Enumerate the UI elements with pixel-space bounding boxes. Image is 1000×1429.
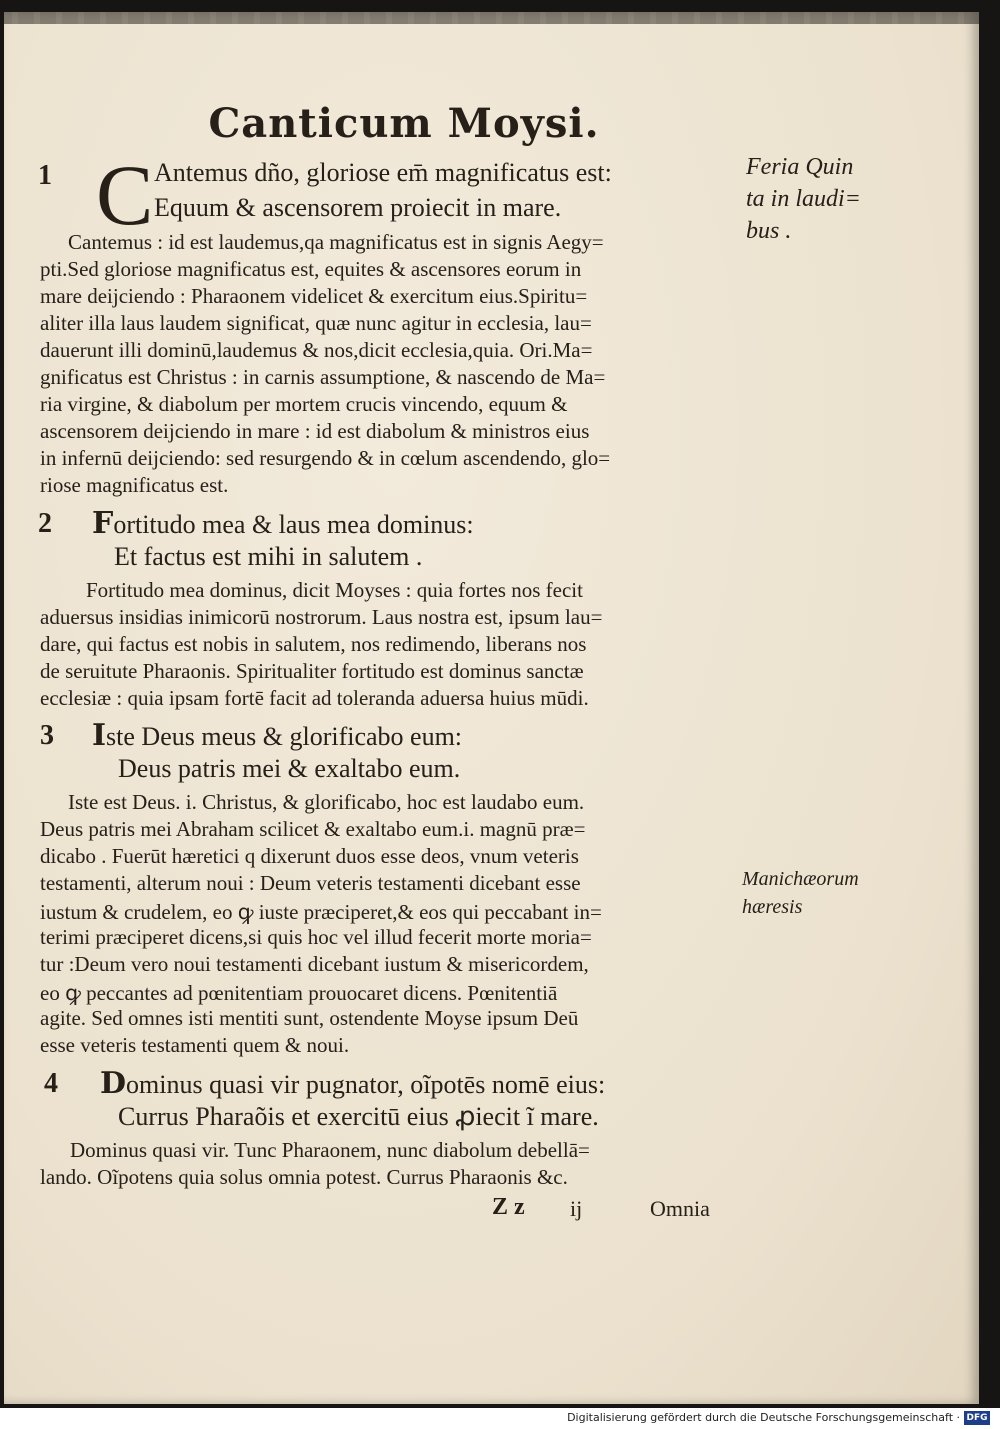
drop-capital: C	[96, 147, 154, 243]
verse-line: Antemus dño, gloriose em̄ magnificatus est:	[154, 158, 612, 187]
verse-capital: F	[92, 506, 114, 541]
commentary-line: ria virgine, & diabolum per mortem crucis vincendo, equum &	[40, 392, 568, 416]
commentary-line: pti.Sed gloriose magnificatus est, equites & ascensores eorum in	[40, 257, 582, 281]
verse-line	[100, 1066, 605, 1101]
verse-text: ominus quasi vir pugnator, oĩpotēs nomē eius:	[126, 1070, 606, 1099]
margin-note: hæresis	[742, 896, 803, 918]
commentary-line: riose magnificatus est.	[40, 473, 229, 497]
commentary-line: aduersus insidias inimicorū nostrorum. Laus nostra est, ipsum lau=	[40, 605, 603, 629]
commentary-line: dicabo . Fuerūt hæretici q dixerunt duos esse deos, vnum veteris	[40, 844, 579, 868]
margin-note: Manichæorum	[742, 868, 859, 890]
verse-text: ortitudo mea & laus mea dominus:	[113, 510, 474, 539]
commentary-line: gnificatus est Christus : in carnis assumptione, & nascendo de Ma=	[40, 365, 606, 389]
commentary-line: Cantemus : id est laudemus,qa magnificatus est in signis Aegy=	[68, 230, 604, 254]
verse-capital: D	[100, 1066, 127, 1101]
commentary-line: mare deijciendo : Pharaonem videlicet & exercitum eius.Spiritu=	[40, 284, 588, 308]
torn-top-edge	[4, 12, 979, 24]
commentary-line: ascensorem deijciendo in mare : id est diabolum & ministros eius	[40, 419, 590, 443]
margin-note: bus .	[746, 218, 792, 244]
catchword: Omnia	[650, 1196, 710, 1221]
commentary-line: aliter illa laus laudem significat, quæ nunc agitur in ecclesia, lau=	[40, 311, 592, 335]
verse-line	[92, 718, 462, 753]
book-page	[4, 12, 979, 1404]
verse-text: ste Deus meus & glorificabo eum:	[106, 722, 463, 751]
verse-number: 1	[38, 160, 52, 191]
commentary-line: lando. Oĩpotens quia solus omnia potest. Currus Pharaonis &c.	[40, 1165, 568, 1189]
funding-credit: Digitalisierung gefördert durch die Deutsche Forschungsgemeinschaft ·	[567, 1411, 960, 1424]
verse-number: 4	[44, 1068, 58, 1099]
commentary-line: esse veteris testamenti quem & noui.	[40, 1033, 350, 1057]
commentary-line: testamenti, alterum noui : Deum veteris testamenti dicebant esse	[40, 871, 581, 895]
dfg-logo: DFG	[964, 1411, 990, 1425]
verse-line	[92, 506, 474, 541]
verse-line: Deus patris mei & exaltabo eum.	[118, 754, 461, 783]
commentary-line: agite. Sed omnes isti mentiti sunt, ostendente Moyse ipsum Deū	[40, 1006, 579, 1030]
commentary-line: in infernū deijciendo: sed resurgendo & in cœlum ascendendo, glo=	[40, 446, 611, 470]
footer-bar	[0, 1408, 1000, 1429]
commentary-line: Fortitudo mea dominus, dicit Moyses : quia fortes nos fecit	[86, 578, 583, 602]
margin-note: ta in laudi=	[746, 186, 861, 212]
commentary-line: dauerunt illi dominū,laudemus & nos,dicit ecclesia,quia. Ori.Ma=	[40, 338, 593, 362]
verse-capital: I	[92, 718, 107, 753]
commentary-line: dare, qui factus est nobis in salutem, nos redimendo, liberans nos	[40, 632, 587, 656]
signature-mark: Z z	[492, 1194, 525, 1220]
commentary-line: iustum & crudelem, eo ꝙ iuste præciperet,& eos qui peccabant in=	[40, 900, 602, 924]
commentary-line: Iste est Deus. i. Christus, & glorificabo, hoc est laudabo eum.	[68, 790, 585, 814]
verse-line: Et factus est mihi in salutem .	[114, 542, 423, 571]
commentary-line: eo ꝙ peccantes ad pœnitentiam prouocaret dicens. Pœnitentiā	[40, 981, 558, 1005]
verse-line: Equum & ascensorem proiecit in mare.	[154, 193, 562, 222]
commentary-line: de seruitute Pharaonis. Spiritualiter fortitudo est dominus sanctæ	[40, 659, 584, 683]
verse-line: Currus Pharaõis et exercitū eius ꝓiecit ĩ mare.	[118, 1102, 599, 1131]
leaf-number: ij	[570, 1196, 583, 1221]
commentary-line: tur :Deum vero noui testamenti dicebant iustum & misericordem,	[40, 952, 589, 976]
commentary-line: terimi præciperet dicens,si quis hoc vel illud fecerit morte moria=	[40, 925, 592, 949]
margin-note: Feria Quin	[746, 154, 854, 180]
commentary-line: ecclesiæ : quia ipsam fortē facit ad toleranda aduersa huius mūdi.	[40, 686, 589, 710]
verse-number: 3	[40, 720, 54, 751]
verse-number: 2	[38, 508, 52, 539]
commentary-line: Deus patris mei Abraham scilicet & exaltabo eum.i. magnū præ=	[40, 817, 586, 841]
commentary-line: Dominus quasi vir. Tunc Pharaonem, nunc diabolum debellā=	[70, 1138, 590, 1162]
page-title: Canticum Moysi.	[208, 100, 600, 147]
